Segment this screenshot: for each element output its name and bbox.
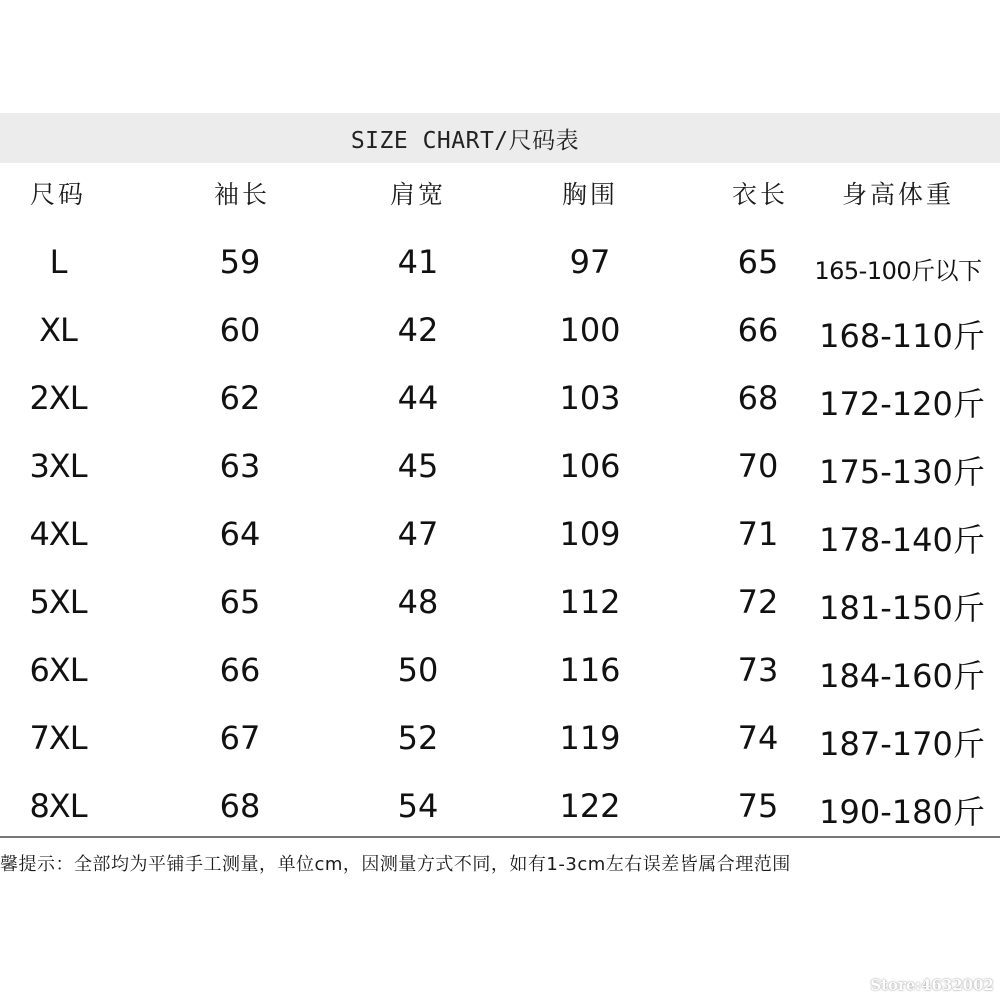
chest-cell: 106 bbox=[559, 447, 621, 485]
shoulder-cell: 54 bbox=[397, 787, 439, 825]
size-cell: XL bbox=[39, 311, 77, 349]
chest-cell: 109 bbox=[559, 515, 621, 553]
sleeve-cell: 59 bbox=[219, 243, 261, 281]
table-row bbox=[0, 369, 1000, 437]
size-cell: 4XL bbox=[29, 515, 87, 553]
sleeve-cell: 68 bbox=[219, 787, 261, 825]
shoulder-cell: 44 bbox=[397, 379, 439, 417]
height-weight-cell: 172-120斤 bbox=[819, 385, 985, 423]
header-size: 尺码 bbox=[29, 180, 86, 209]
size-cell: 6XL bbox=[29, 651, 87, 689]
shoulder-cell: 50 bbox=[397, 651, 439, 689]
shoulder-cell: 52 bbox=[397, 719, 439, 757]
shoulder-cell: 41 bbox=[397, 243, 439, 281]
length-cell: 75 bbox=[737, 787, 779, 825]
sleeve-cell: 66 bbox=[219, 651, 261, 689]
size-cell: 3XL bbox=[29, 447, 87, 485]
shoulder-cell: 45 bbox=[397, 447, 439, 485]
divider bbox=[0, 836, 1000, 838]
sleeve-cell: 60 bbox=[219, 311, 261, 349]
size-cell: 5XL bbox=[29, 583, 87, 621]
height-weight-cell: 184-160斤 bbox=[819, 657, 985, 695]
sleeve-cell: 62 bbox=[219, 379, 261, 417]
length-cell: 65 bbox=[737, 243, 779, 281]
chart-title: SIZE CHART/尺码表 bbox=[350, 127, 580, 154]
length-cell: 72 bbox=[737, 583, 779, 621]
size-cell: 2XL bbox=[29, 379, 87, 417]
shoulder-cell: 42 bbox=[397, 311, 439, 349]
height-weight-cell: 190-180斤 bbox=[819, 793, 985, 831]
store-watermark: Store:4632002 bbox=[870, 976, 994, 994]
chest-cell: 100 bbox=[559, 311, 621, 349]
height-weight-cell: 175-130斤 bbox=[819, 453, 985, 491]
length-cell: 73 bbox=[737, 651, 779, 689]
sleeve-cell: 65 bbox=[219, 583, 261, 621]
sleeve-cell: 64 bbox=[219, 515, 261, 553]
chest-cell: 103 bbox=[559, 379, 621, 417]
length-cell: 66 bbox=[737, 311, 779, 349]
size-cell: 8XL bbox=[29, 787, 87, 825]
length-cell: 68 bbox=[737, 379, 779, 417]
sleeve-cell: 63 bbox=[219, 447, 261, 485]
height-weight-cell: 165-100斤以下 bbox=[814, 257, 982, 285]
table-row bbox=[0, 301, 1000, 369]
table-row bbox=[0, 437, 1000, 505]
chest-cell: 112 bbox=[559, 583, 621, 621]
shoulder-cell: 48 bbox=[397, 583, 439, 621]
sleeve-cell: 67 bbox=[219, 719, 261, 757]
height-weight-cell: 187-170斤 bbox=[819, 725, 985, 763]
header-length: 衣长 bbox=[731, 180, 788, 209]
length-cell: 71 bbox=[737, 515, 779, 553]
table-row bbox=[0, 641, 1000, 709]
measurement-note: 馨提示：全部均为平铺手工测量，单位cm，因测量方式不同，如有1-3cm左右误差皆属合理范围 bbox=[0, 854, 791, 875]
header-chest: 胸围 bbox=[561, 180, 618, 209]
table-row bbox=[0, 233, 1000, 301]
table-row bbox=[0, 777, 1000, 845]
table-row bbox=[0, 505, 1000, 573]
height-weight-cell: 178-140斤 bbox=[819, 521, 985, 559]
chest-cell: 119 bbox=[559, 719, 621, 757]
shoulder-cell: 47 bbox=[397, 515, 439, 553]
size-cell: L bbox=[49, 243, 67, 281]
length-cell: 74 bbox=[737, 719, 779, 757]
header-row bbox=[0, 163, 1000, 223]
header-sleeve-length: 袖长 bbox=[213, 180, 270, 209]
header-height-weight: 身高体重 bbox=[841, 180, 954, 209]
length-cell: 70 bbox=[737, 447, 779, 485]
title-bar bbox=[0, 113, 1000, 163]
table-row bbox=[0, 709, 1000, 777]
chest-cell: 97 bbox=[569, 243, 611, 281]
header-shoulder-width: 肩宽 bbox=[389, 180, 446, 209]
chest-cell: 116 bbox=[559, 651, 621, 689]
height-weight-cell: 181-150斤 bbox=[819, 589, 985, 627]
size-cell: 7XL bbox=[29, 719, 87, 757]
height-weight-cell: 168-110斤 bbox=[819, 317, 985, 355]
chest-cell: 122 bbox=[559, 787, 621, 825]
size-table bbox=[0, 163, 1000, 833]
table-row bbox=[0, 573, 1000, 641]
